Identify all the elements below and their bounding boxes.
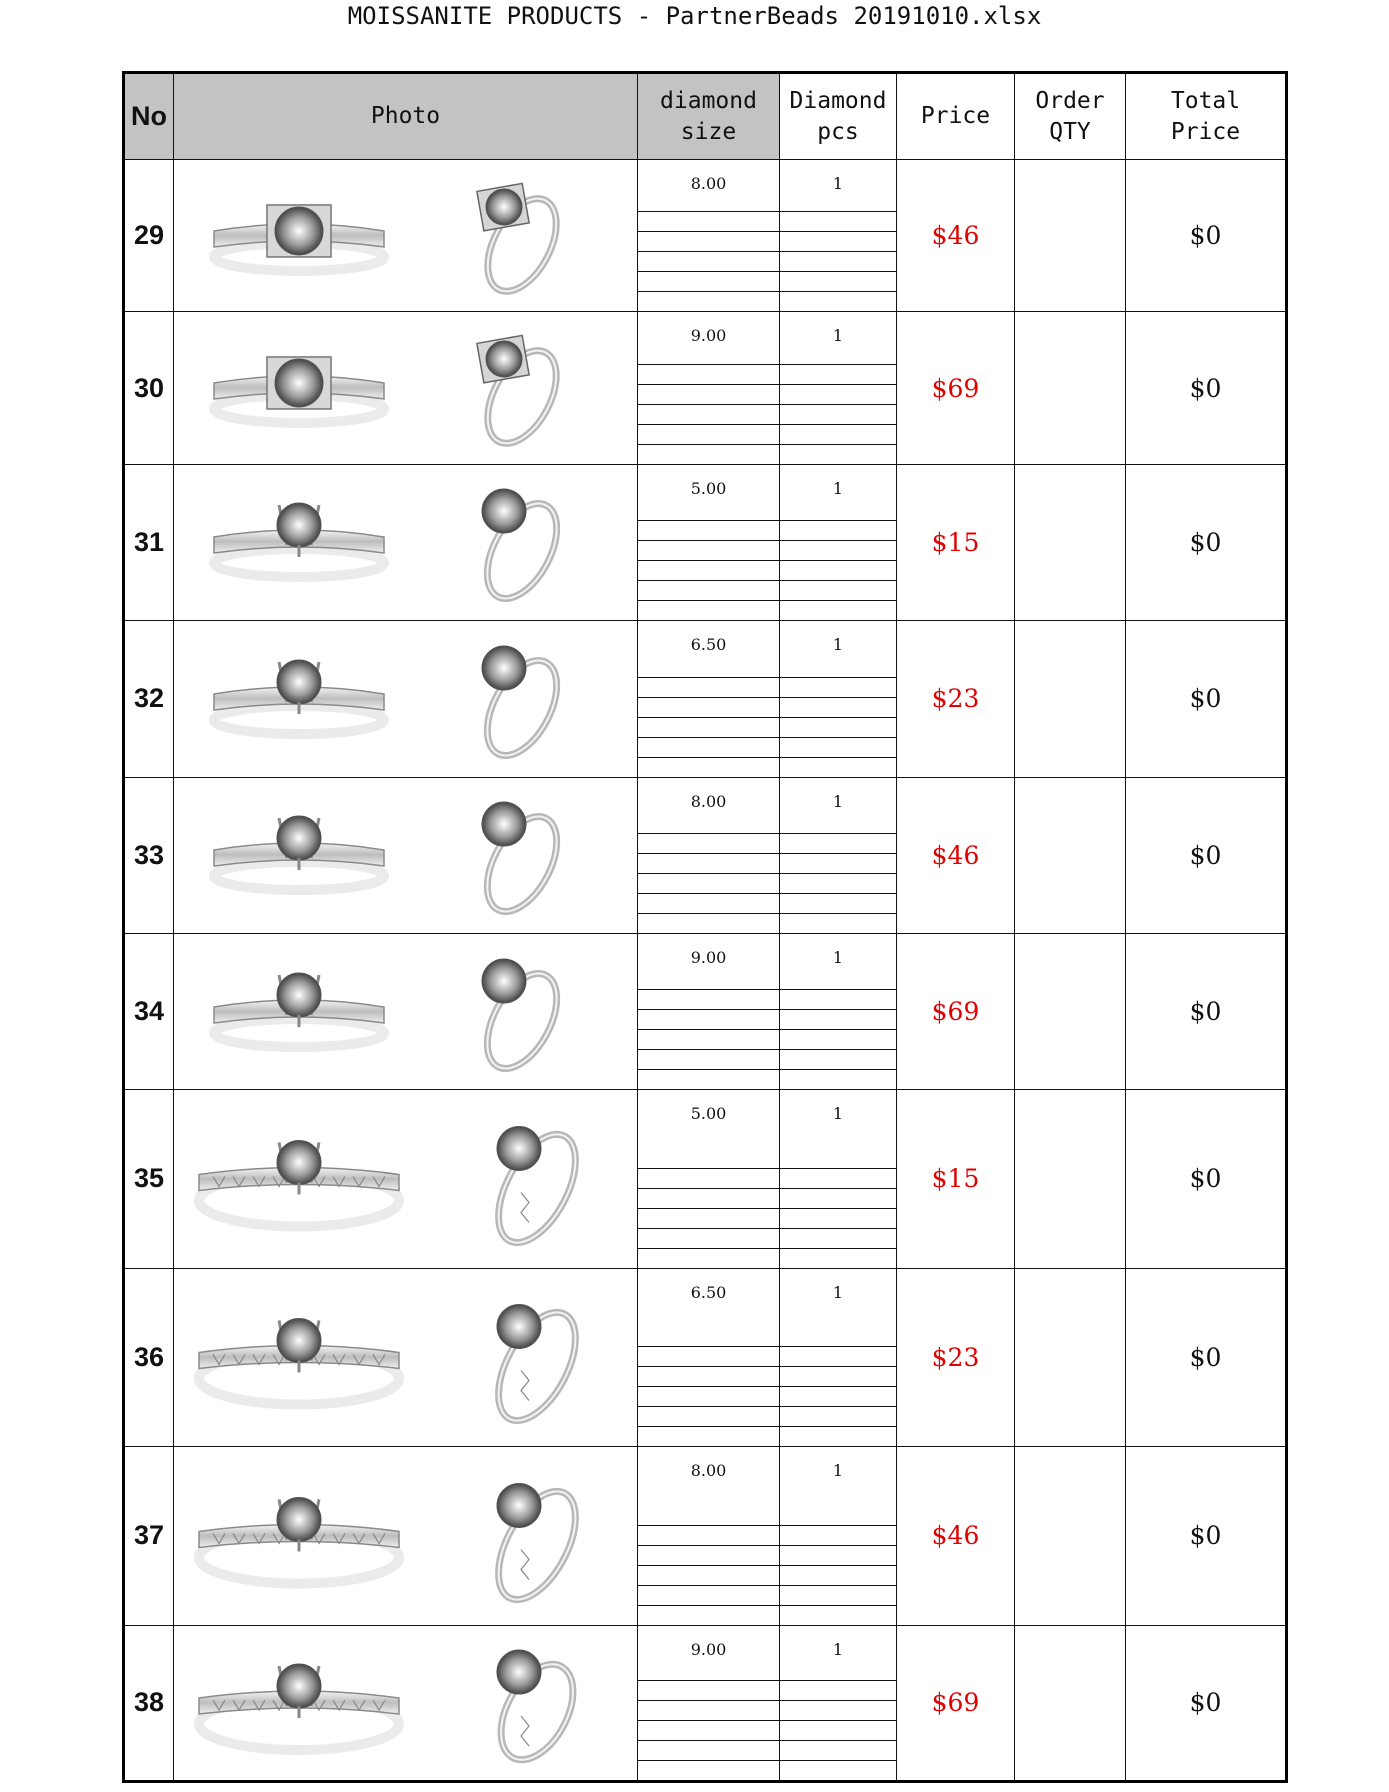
price-cell: $69 [897,933,1015,1089]
product-photo [174,312,638,464]
ring-photo-icon [174,162,638,310]
total-price-cell: $0 [1126,1625,1287,1781]
table-row [124,777,1287,933]
diamond-size-value: 8.00 [690,791,727,811]
header-no: No [124,73,174,160]
table-row [124,621,1287,777]
product-photo [174,1625,638,1781]
diamond-size-value: 9.00 [690,1639,727,1659]
sub-grid [780,833,896,933]
total-price-cell: $0 [1126,312,1287,464]
order-qty-cell[interactable] [1015,312,1126,464]
header-price: Price [897,73,1015,160]
sub-grid [638,677,779,777]
total-price-cell: $0 [1126,464,1287,620]
header-photo: Photo [174,73,638,160]
diamond-pcs-cell [780,933,897,1089]
diamond-pcs-value: 1 [832,478,844,498]
product-photo [174,1090,638,1268]
header-total-price: Total Price [1126,73,1287,160]
diamond-size-cell [638,1268,780,1446]
table-row [124,1447,1287,1625]
sub-grid [780,364,896,464]
product-photo [174,777,638,933]
total-price-cell: $0 [1126,1447,1287,1625]
diamond-pcs-cell [780,160,897,312]
sub-grid [638,989,779,1089]
header-order-qty: Order QTY [1015,73,1126,160]
sub-grid [638,1346,779,1446]
product-photo [174,1268,638,1446]
order-qty-cell[interactable] [1015,1625,1126,1781]
diamond-size-value: 9.00 [690,947,727,967]
table-row [124,1268,1287,1446]
row-number: 33 [124,777,174,933]
order-qty-cell[interactable] [1015,621,1126,777]
total-price-cell: $0 [1126,933,1287,1089]
row-number: 35 [124,1090,174,1268]
diamond-pcs-value: 1 [832,635,844,655]
price-cell: $69 [897,1625,1015,1781]
row-number: 32 [124,621,174,777]
diamond-pcs-value: 1 [832,326,844,346]
table-row [124,1625,1287,1781]
order-qty-cell[interactable] [1015,160,1126,312]
price-cell: $46 [897,777,1015,933]
table-body [124,160,1287,1782]
order-qty-cell[interactable] [1015,933,1126,1089]
ring-photo-icon [174,314,638,462]
sub-grid [638,1525,779,1625]
ring-photo-icon [174,1092,638,1266]
order-qty-cell[interactable] [1015,1268,1126,1446]
total-price-cell: $0 [1126,1268,1287,1446]
diamond-pcs-value: 1 [832,947,844,967]
total-price-cell: $0 [1126,777,1287,933]
diamond-size-cell [638,777,780,933]
diamond-size-cell [638,464,780,620]
order-qty-cell[interactable] [1015,1090,1126,1268]
diamond-pcs-cell [780,1447,897,1625]
ring-photo-icon [174,1449,638,1623]
diamond-size-value: 5.00 [690,478,727,498]
header-diamond-pcs: Diamond pcs [780,73,897,160]
row-number: 37 [124,1447,174,1625]
sub-grid [780,211,896,311]
diamond-pcs-cell [780,312,897,464]
sub-grid [638,520,779,620]
order-qty-cell[interactable] [1015,464,1126,620]
price-cell: $46 [897,160,1015,312]
sub-grid [638,1680,779,1780]
price-cell: $23 [897,1268,1015,1446]
total-price-cell: $0 [1126,160,1287,312]
sub-grid [780,1168,896,1268]
diamond-pcs-cell [780,1268,897,1446]
sub-grid [638,211,779,311]
price-cell: $46 [897,1447,1015,1625]
product-photo [174,933,638,1089]
diamond-size-value: 6.50 [690,635,727,655]
diamond-pcs-value: 1 [832,791,844,811]
table-row [124,1090,1287,1268]
diamond-size-value: 9.00 [690,326,727,346]
diamond-pcs-value: 1 [832,1282,844,1302]
row-number: 38 [124,1625,174,1781]
diamond-pcs-value: 1 [832,1461,844,1481]
table-row [124,464,1287,620]
header-row [124,73,1287,160]
product-photo [174,621,638,777]
diamond-pcs-value: 1 [832,174,844,193]
diamond-size-cell [638,1625,780,1781]
table-row [124,933,1287,1089]
ring-photo-icon [174,466,638,618]
products-table [122,71,1288,1783]
row-number: 34 [124,933,174,1089]
order-qty-cell[interactable] [1015,1447,1126,1625]
diamond-size-cell [638,1090,780,1268]
diamond-pcs-cell [780,621,897,777]
sub-grid [780,989,896,1089]
diamond-size-value: 8.00 [690,174,727,193]
total-price-cell: $0 [1126,1090,1287,1268]
diamond-size-cell [638,312,780,464]
row-number: 30 [124,312,174,464]
price-cell: $15 [897,464,1015,620]
ring-photo-icon [174,623,638,775]
diamond-size-value: 6.50 [690,1282,727,1302]
order-qty-cell[interactable] [1015,777,1126,933]
sub-grid [780,1680,896,1780]
table-row [124,160,1287,312]
product-photo [174,464,638,620]
row-number: 36 [124,1268,174,1446]
diamond-pcs-value: 1 [832,1104,844,1124]
sub-grid [780,1346,896,1446]
sub-grid [780,677,896,777]
row-number: 29 [124,160,174,312]
diamond-pcs-cell [780,1625,897,1781]
diamond-size-cell [638,160,780,312]
sub-grid [638,833,779,933]
sub-grid [638,364,779,464]
sub-grid [780,520,896,620]
diamond-pcs-cell [780,777,897,933]
document-title: MOISSANITE PRODUCTS - PartnerBeads 20191010.xlsx [347,2,1042,30]
price-cell: $69 [897,312,1015,464]
ring-photo-icon [174,936,638,1088]
diamond-size-cell [638,621,780,777]
diamond-size-value: 8.00 [690,1461,727,1481]
ring-photo-icon [174,1270,638,1444]
ring-photo-icon [174,779,638,931]
diamond-size-value: 5.00 [690,1104,727,1124]
total-price-cell: $0 [1126,621,1287,777]
product-photo [174,1447,638,1625]
diamond-pcs-value: 1 [832,1639,844,1659]
ring-photo-icon [174,1627,638,1779]
diamond-size-cell [638,1447,780,1625]
price-cell: $23 [897,621,1015,777]
sub-grid [638,1168,779,1268]
price-cell: $15 [897,1090,1015,1268]
sub-grid [780,1525,896,1625]
diamond-pcs-cell [780,1090,897,1268]
table-row [124,312,1287,464]
diamond-pcs-cell [780,464,897,620]
product-photo [174,160,638,312]
header-diamond-size: diamond size [638,73,780,160]
diamond-size-cell [638,933,780,1089]
row-number: 31 [124,464,174,620]
